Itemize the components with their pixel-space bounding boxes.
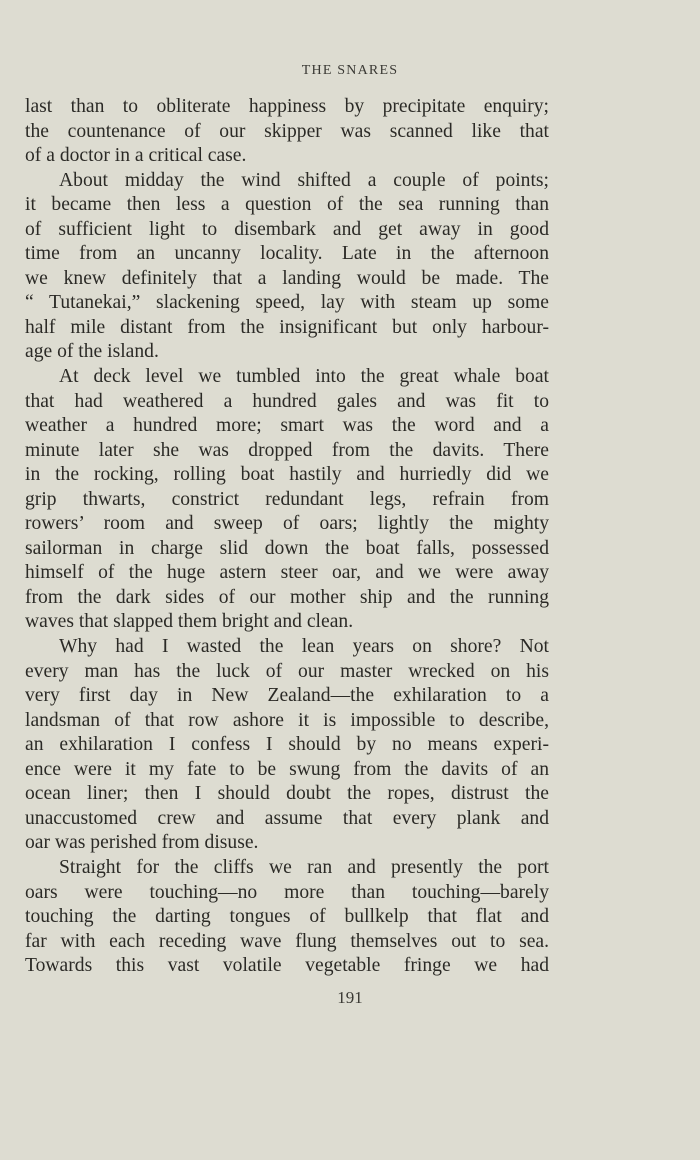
text-line: half mile distant from the insignificant but only harbour-	[25, 316, 549, 338]
text-line: we knew definitely that a landing would be made. The	[25, 267, 549, 289]
text-line: of a doctor in a critical case.	[25, 145, 247, 167]
text-line: age of the island.	[25, 341, 159, 363]
text-line: it became then less a question of the sea running than	[25, 194, 549, 216]
text-line: every man has the luck of our master wrecked on his	[25, 660, 549, 682]
text-line: oar was perished from disuse.	[25, 832, 259, 854]
text-line: landsman of that row ashore it is impossible to describe,	[25, 709, 549, 731]
text-line: rowers’ room and sweep of oars; lightly the mighty	[25, 513, 549, 535]
text-line: waves that slapped them bright and clean.	[25, 611, 354, 633]
text-line: the countenance of our skipper was scanned like that	[25, 120, 549, 142]
text-line: in the rocking, rolling boat hastily and hurriedly did we	[25, 464, 549, 486]
text-line: grip thwarts, constrict redundant legs, refrain from	[25, 488, 549, 510]
text-line: About midday the wind shifted a couple of points;	[59, 169, 549, 191]
text-line: “ Tutanekai,” slackening speed, lay with steam up some	[25, 292, 549, 314]
running-head: THE SNARES	[301, 63, 399, 78]
text-line: minute later she was dropped from the davits. There	[25, 439, 549, 461]
text-line: unaccustomed crew and assume that every plank and	[25, 807, 549, 829]
text-line: Straight for the cliffs we ran and presently the port	[59, 856, 549, 878]
text-line: very first day in New Zealand—the exhilaration to a	[25, 685, 549, 707]
text-line: that had weathered a hundred gales and was fit to	[25, 390, 549, 412]
text-line: sailorman in charge slid down the boat falls, possessed	[25, 537, 549, 559]
text-line: last than to obliterate happiness by precipitate enquiry;	[25, 96, 549, 117]
body-text	[25, 95, 549, 979]
text-line: weather a hundred more; smart was the word and a	[25, 415, 549, 437]
text-line: touching the darting tongues of bullkelp that flat and	[25, 906, 549, 928]
text-line: At deck level we tumbled into the great whale boat	[59, 366, 549, 388]
text-line: Towards this vast volatile vegetable fringe we had	[25, 955, 549, 977]
text-line: ence were it my fate to be swung from the davits of an	[25, 758, 549, 780]
text-line: oars were touching—no more than touching—barely	[25, 881, 549, 903]
text-line: himself of the huge astern steer oar, and we were away	[25, 562, 549, 584]
text-line: an exhilaration I confess I should by no means experi-	[25, 734, 549, 756]
page-number: 191	[337, 988, 363, 1007]
text-line: from the dark sides of our mother ship and the running	[25, 586, 549, 608]
text-line: Why had I wasted the lean years on shore? Not	[59, 636, 549, 658]
text-line: far with each receding wave flung themselves out to sea.	[25, 930, 549, 952]
text-line: ocean liner; then I should doubt the ropes, distrust the	[25, 783, 549, 805]
text-line: time from an uncanny locality. Late in the afternoon	[25, 243, 549, 265]
text-line: of sufficient light to disembark and get away in good	[25, 218, 549, 240]
